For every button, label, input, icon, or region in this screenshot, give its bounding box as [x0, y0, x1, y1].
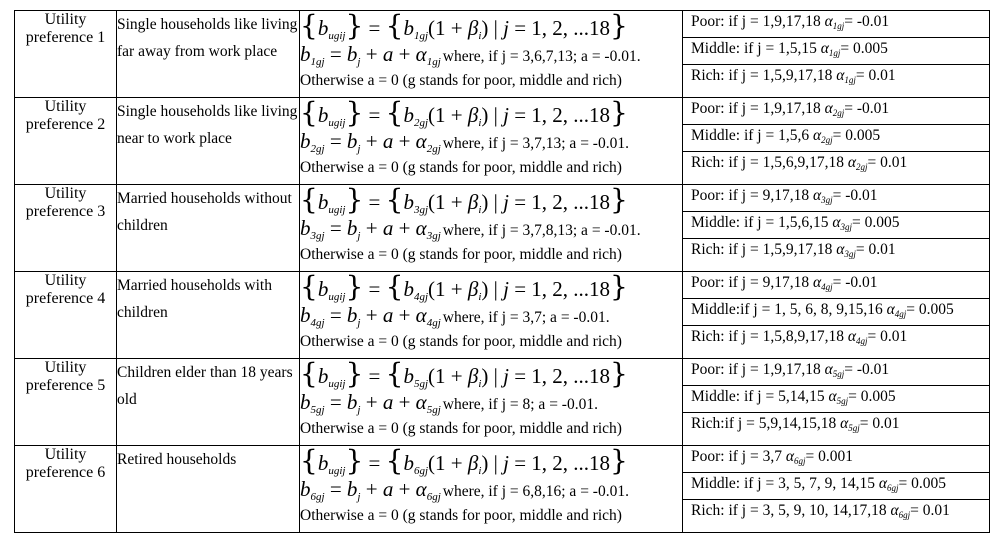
formula-index: 2 — [426, 143, 433, 155]
alpha-index: 6 — [898, 510, 904, 520]
formula-condition: where, if j = 3,7,13; a = -0.01. — [442, 135, 629, 152]
parameter-condition: Middle: if j = 3, 5, 7, 9, 14,15 — [691, 475, 875, 492]
description-cell — [117, 272, 300, 359]
formula-index: 4 — [310, 317, 316, 329]
alpha-index: 3 — [840, 222, 845, 232]
parameter-line — [683, 386, 989, 413]
alpha-symbol: $\alpha_{2gj}$ — [812, 127, 833, 145]
preference-label-line2: preference 2 — [25, 116, 106, 133]
adjustment-formula: $b_{5gj} = b_j + a + \alpha_{5gj}$ where, if j = 8; a = -0.01. — [300, 390, 598, 416]
alpha-index: 5 — [832, 369, 838, 379]
parameter-condition: Poor: if j = 1,9,17,18 — [691, 13, 821, 30]
parameter-line — [683, 212, 989, 239]
set-definition-formula: $\{b_{ugij}\} = \{b_{3gj}(1 + \beta_i)$ | j = 1, 2, ...18} — [300, 183, 628, 216]
parameter-condition: Poor: if j = 9,17,18 — [691, 274, 810, 291]
parameter-line — [683, 65, 989, 91]
table-row — [15, 272, 990, 359]
parameter-value: = 0.005 — [852, 214, 900, 231]
adjustment-formula: $b_{1gj} = b_j + a + \alpha_{1gj}$ where, if j = 3,6,7,13; a = -0.01. — [300, 42, 641, 68]
parameter-line — [683, 98, 989, 125]
parameter-line — [683, 152, 989, 178]
parameters-cell — [683, 11, 990, 98]
parameter-line — [683, 446, 989, 473]
formula-index: 3 — [413, 204, 420, 216]
table-row — [15, 11, 990, 98]
preference-cell — [15, 98, 117, 185]
parameter-line — [683, 239, 989, 265]
formula-index: 2 — [413, 117, 420, 129]
formula-index: 3 — [310, 230, 316, 242]
parameter-value: = -0.01 — [844, 361, 890, 378]
alpha-index: 6 — [794, 456, 799, 466]
alpha-symbol: $\alpha_{5gj}$ — [828, 388, 849, 406]
formula-index: 2 — [310, 143, 316, 155]
preference-cell — [15, 359, 117, 446]
parameter-condition: Poor: if j = 1,9,17,18 — [691, 361, 821, 378]
alpha-symbol: $\alpha_{1gj}$ — [836, 67, 856, 85]
parameter-condition: Rich: if j = 1,5,6,9,17,18 — [691, 154, 844, 171]
household-description: Retired households — [117, 451, 237, 468]
parameter-value: = 0.005 — [832, 127, 881, 144]
parameter-value: = 0.005 — [840, 40, 888, 57]
set-definition-formula: $\{b_{ugij}\} = \{b_{4gj}(1 + \beta_i)$ | j = 1, 2, ...18} — [300, 270, 628, 303]
preference-label-line1: Utility — [44, 272, 87, 289]
description-cell — [117, 98, 300, 185]
description-cell — [117, 185, 300, 272]
formula-note: Otherwise a = 0 (g stands for poor, middle and rich) — [300, 246, 622, 263]
alpha-symbol: $\alpha_{6gj}$ — [878, 475, 899, 493]
parameter-line — [683, 326, 989, 352]
table-body — [15, 11, 990, 533]
formula-index: 4 — [413, 291, 420, 303]
alpha-symbol: $\alpha_{3gj}$ — [812, 187, 833, 205]
parameter-value: = 0.01 — [859, 415, 900, 432]
alpha-symbol: $\alpha_{4gj}$ — [886, 301, 907, 319]
formula-note: Otherwise a = 0 (g stands for poor, middle and rich) — [300, 333, 622, 350]
parameter-value: = -0.01 — [844, 13, 890, 30]
parameter-value: = 0.01 — [855, 241, 896, 258]
description-cell — [117, 11, 300, 98]
alpha-index: 3 — [821, 195, 826, 205]
parameter-value: = -0.01 — [832, 274, 878, 291]
preference-label-line1: Utility — [44, 185, 87, 202]
parameter-value: = 0.005 — [906, 301, 954, 318]
formula-condition: where, if j = 3,6,7,13; a = -0.01. — [442, 48, 641, 65]
household-description: Married households with children — [117, 277, 272, 321]
formula-index: 1 — [413, 30, 420, 42]
parameter-line — [683, 125, 989, 152]
alpha-index: 1 — [844, 75, 849, 85]
description-cell — [117, 446, 300, 533]
parameters-cell — [683, 446, 990, 533]
formula-note: Otherwise a = 0 (g stands for poor, middle and rich) — [300, 72, 622, 89]
parameter-value: = 0.005 — [848, 388, 896, 405]
parameter-line — [683, 272, 989, 299]
household-description: Children elder than 18 years old — [117, 364, 293, 408]
alpha-symbol: $\alpha_{3gj}$ — [836, 241, 856, 259]
formula-cell — [300, 185, 683, 272]
adjustment-formula: $b_{3gj} = b_j + a + \alpha_{3gj}$ where, if j = 3,7,8,13; a = -0.01. — [300, 216, 641, 242]
parameter-condition: Rich: if j = 1,5,9,17,18 — [691, 67, 833, 84]
parameter-condition: Rich: if j = 1,5,9,17,18 — [691, 241, 833, 258]
parameter-condition: Rich: if j = 3, 5, 9, 10, 14,17,18 — [691, 502, 887, 519]
preference-label-line2: preference 6 — [25, 464, 106, 481]
preference-label-line2: preference 1 — [25, 29, 106, 46]
alpha-symbol: $\alpha_{1gj}$ — [824, 13, 845, 31]
alpha-index: 5 — [836, 396, 842, 406]
parameter-line — [683, 299, 989, 326]
formula-note: Otherwise a = 0 (g stands for poor, middle and rich) — [300, 420, 622, 437]
alpha-symbol: $\alpha_{5gj}$ — [840, 415, 860, 433]
adjustment-formula: $b_{4gj} = b_j + a + \alpha_{4gj}$ where, if j = 3,7; a = -0.01. — [300, 303, 610, 329]
formula-note: Otherwise a = 0 (g stands for poor, middle and rich) — [300, 159, 622, 176]
parameter-condition: Middle: if j = 1,5,6,15 — [691, 214, 829, 231]
alpha-index: 3 — [844, 249, 849, 259]
set-definition-formula: $\{b_{ugij}\} = \{b_{1gj}(1 + \beta_i)$ | j = 1, 2, ...18} — [300, 9, 628, 42]
alpha-index: 2 — [832, 108, 838, 118]
parameter-value: = -0.01 — [844, 100, 890, 117]
parameter-value: = 0.001 — [805, 448, 854, 465]
formula-index: 5 — [310, 404, 316, 416]
parameter-value: = 0.01 — [855, 67, 896, 84]
alpha-symbol: $\alpha_{2gj}$ — [847, 154, 868, 172]
alpha-symbol: $\alpha_{1gj}$ — [820, 40, 841, 58]
parameter-condition: Poor: if j = 1,9,17,18 — [691, 100, 821, 117]
preference-cell — [15, 446, 117, 533]
formula-index: 1 — [426, 56, 433, 68]
parameter-value: = -0.01 — [832, 187, 878, 204]
alpha-index: 2 — [821, 135, 826, 145]
formula-index: 4 — [426, 317, 433, 329]
formula-index: 6 — [426, 491, 433, 503]
parameter-line — [683, 185, 989, 212]
parameter-value: = 0.01 — [867, 154, 908, 171]
formula-index: 5 — [413, 378, 420, 390]
table-row — [15, 98, 990, 185]
description-cell — [117, 359, 300, 446]
parameter-line — [683, 11, 989, 38]
alpha-symbol: $\alpha_{4gj}$ — [847, 328, 868, 346]
alpha-index: 6 — [887, 483, 892, 493]
parameter-condition: Rich: if j = 1,5,8,9,17,18 — [691, 328, 844, 345]
formula-index: 6 — [413, 465, 420, 477]
formula-condition: where, if j = 3,7; a = -0.01. — [442, 309, 610, 326]
table-row — [15, 446, 990, 533]
parameter-condition: Poor: if j = 3,7 — [691, 448, 782, 465]
formula-index: 3 — [426, 230, 433, 242]
preference-label-line1: Utility — [44, 98, 87, 115]
set-definition-formula: $\{b_{ugij}\} = \{b_{2gj}(1 + \beta_i)$ | j = 1, 2, ...18} — [300, 96, 628, 129]
preference-cell — [15, 11, 117, 98]
parameter-value: = 0.005 — [898, 475, 947, 492]
utility-preference-table — [14, 10, 990, 533]
alpha-symbol: $\alpha_{6gj}$ — [890, 502, 911, 520]
preference-label-line1: Utility — [44, 446, 87, 463]
adjustment-formula: $b_{2gj} = b_j + a + \alpha_{2gj}$ where, if j = 3,7,13; a = -0.01. — [300, 129, 629, 155]
alpha-symbol: $\alpha_{3gj}$ — [832, 214, 853, 232]
parameter-condition: Middle: if j = 1,5,6 — [691, 127, 810, 144]
formula-cell — [300, 98, 683, 185]
parameters-cell — [683, 272, 990, 359]
parameter-line — [683, 38, 989, 65]
set-definition-formula: $\{b_{ugij}\} = \{b_{6gj}(1 + \beta_i)$ | j = 1, 2, ...18} — [300, 444, 628, 477]
formula-cell — [300, 11, 683, 98]
formula-note: Otherwise a = 0 (g stands for poor, middle and rich) — [300, 507, 622, 524]
alpha-index: 1 — [832, 21, 838, 31]
parameter-value: = 0.01 — [910, 502, 950, 519]
preference-label-line2: preference 3 — [25, 203, 106, 220]
table-row — [15, 359, 990, 446]
formula-cell — [300, 272, 683, 359]
parameters-cell — [683, 359, 990, 446]
table-row — [15, 185, 990, 272]
parameter-line — [683, 473, 989, 500]
parameters-cell — [683, 98, 990, 185]
parameter-value: = 0.01 — [867, 328, 908, 345]
adjustment-formula: $b_{6gj} = b_j + a + \alpha_{6gj}$ where, if j = 6,8,16; a = -0.01. — [300, 477, 629, 503]
parameter-condition: Middle: if j = 5,14,15 — [691, 388, 825, 405]
parameter-condition: Rich:if j = 5,9,14,15,18 — [691, 415, 837, 432]
alpha-symbol: $\alpha_{2gj}$ — [824, 100, 845, 118]
alpha-index: 5 — [848, 423, 853, 433]
preference-label-line2: preference 5 — [25, 377, 106, 394]
alpha-index: 4 — [821, 282, 826, 292]
preference-label-line1: Utility — [44, 359, 87, 376]
parameters-cell — [683, 185, 990, 272]
alpha-symbol: $\alpha_{4gj}$ — [812, 274, 833, 292]
formula-condition: where, if j = 3,7,8,13; a = -0.01. — [442, 222, 641, 239]
alpha-index: 4 — [894, 309, 900, 319]
set-definition-formula: $\{b_{ugij}\} = \{b_{5gj}(1 + \beta_i)$ | j = 1, 2, ...18} — [300, 357, 628, 390]
parameter-condition: Middle:if j = 1, 5, 6, 8, 9,15,16 — [691, 301, 883, 318]
preference-cell — [15, 185, 117, 272]
alpha-index: 1 — [828, 48, 834, 58]
household-description: Married households without children — [117, 190, 292, 234]
formula-condition: where, if j = 8; a = -0.01. — [442, 396, 598, 413]
preference-cell — [15, 272, 117, 359]
alpha-index: 4 — [856, 336, 861, 346]
preference-label-line2: preference 4 — [25, 290, 106, 307]
formula-index: 5 — [426, 404, 433, 416]
formula-cell — [300, 446, 683, 533]
parameter-line — [683, 413, 989, 439]
formula-index: 1 — [310, 56, 316, 68]
formula-condition: where, if j = 6,8,16; a = -0.01. — [442, 483, 629, 500]
parameter-condition: Poor: if j = 9,17,18 — [691, 187, 810, 204]
preference-label-line1: Utility — [44, 11, 87, 28]
parameter-line — [683, 359, 989, 386]
parameter-line — [683, 500, 989, 526]
parameter-condition: Middle: if j = 1,5,15 — [691, 40, 817, 57]
household-description: Single households like living far away from work place — [117, 16, 298, 60]
formula-index: 6 — [310, 491, 316, 503]
household-description: Single households like living near to work place — [117, 103, 298, 147]
alpha-index: 2 — [856, 162, 861, 172]
formula-cell — [300, 359, 683, 446]
alpha-symbol: $\alpha_{6gj}$ — [785, 448, 806, 466]
alpha-symbol: $\alpha_{5gj}$ — [824, 361, 845, 379]
